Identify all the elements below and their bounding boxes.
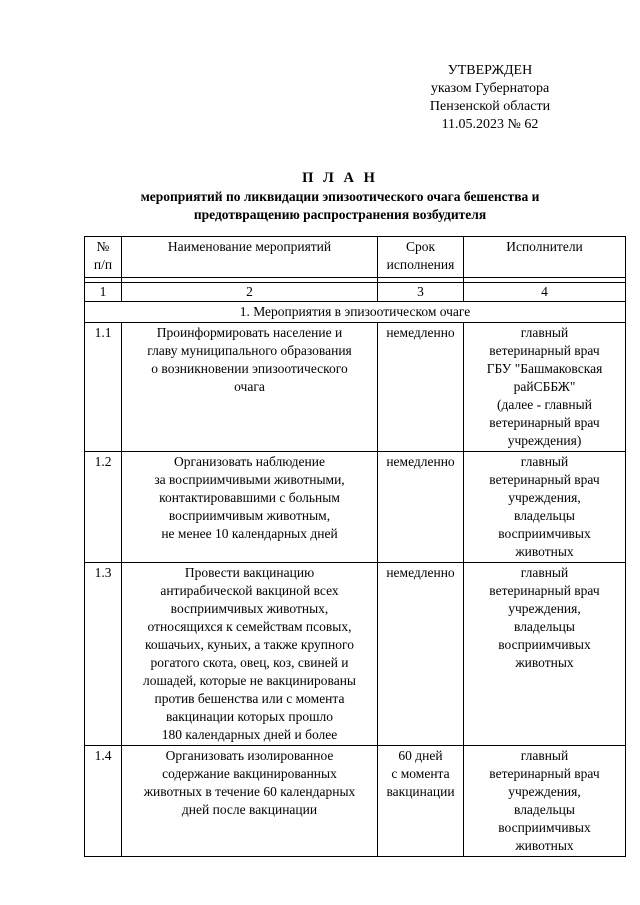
- row-term: 60 дней с момента вакцинации: [378, 746, 464, 857]
- row-term: немедленно: [378, 323, 464, 452]
- row-action: Организовать изолированное содержание вакцинированных животных в течение 60 календарных дней после вакцинации: [122, 746, 378, 857]
- row-number: 1.2: [85, 452, 122, 563]
- approval-issuer: указом Губернатора: [430, 81, 550, 96]
- row-number: 1.1: [85, 323, 122, 452]
- row-executors: главный ветеринарный врач учреждения, владельцы восприимчивых животных: [464, 563, 626, 746]
- document-subtitle-line1: мероприятий по ликвидации эпизоотического очага бешенства и: [140, 189, 540, 204]
- approval-date-number: 11.05.2023 № 62: [441, 117, 539, 132]
- row-action: Провести вакцинацию антирабической вакциной всех восприимчивых животных, относящихся к семействам псовых, кошачьих, куньих, а также крупного рогатого скота, овец, коз, свиней и лошадей, которые не вакцинированы против бешенства или с момента вакцинации которых прошло 180 календарных дней и более: [122, 563, 378, 746]
- column-index: 1: [85, 283, 122, 302]
- row-action: Организовать наблюдение за восприимчивыми животными, контактировавшими с больным восприимчивым животным, не менее 10 календарных дней: [122, 452, 378, 563]
- document-heading: [60, 168, 620, 224]
- section-title: 1. Мероприятия в эпизоотическом очаге: [85, 302, 626, 323]
- header-term: Срок исполнения: [378, 237, 464, 278]
- plan-table: [84, 236, 626, 857]
- table-header-row: [85, 237, 626, 278]
- table-row: [85, 746, 626, 857]
- column-index: 2: [122, 283, 378, 302]
- row-executors: главный ветеринарный врач учреждения, владельцы восприимчивых животных: [464, 452, 626, 563]
- header-action: Наименование мероприятий: [122, 237, 378, 278]
- row-term: немедленно: [378, 452, 464, 563]
- column-index-row: [85, 283, 626, 302]
- row-number: 1.4: [85, 746, 122, 857]
- table-row: [85, 323, 626, 452]
- row-term: немедленно: [378, 563, 464, 746]
- row-number: 1.3: [85, 563, 122, 746]
- approval-region: Пензенской области: [429, 99, 551, 114]
- table-row: [85, 452, 626, 563]
- document-subtitle-line2: предотвращению распространения возбудителя: [193, 207, 487, 222]
- document-title: П Л А Н: [302, 170, 378, 186]
- approval-stamp: [410, 62, 570, 134]
- header-number: № п/п: [85, 237, 122, 278]
- row-executors: главный ветеринарный врач ГБУ "Башмаковская райСББЖ" (далее - главный ветеринарный врач учреждения): [464, 323, 626, 452]
- column-index: 3: [378, 283, 464, 302]
- row-executors: главный ветеринарный врач учреждения, владельцы восприимчивых животных: [464, 746, 626, 857]
- approval-title: УТВЕРЖДЕН: [447, 63, 533, 78]
- header-executors: Исполнители: [464, 237, 626, 278]
- column-index: 4: [464, 283, 626, 302]
- section-row: [85, 302, 626, 323]
- row-action: Проинформировать население и главу муниципального образования о возникновении эпизоотического очага: [122, 323, 378, 452]
- table-row: [85, 563, 626, 746]
